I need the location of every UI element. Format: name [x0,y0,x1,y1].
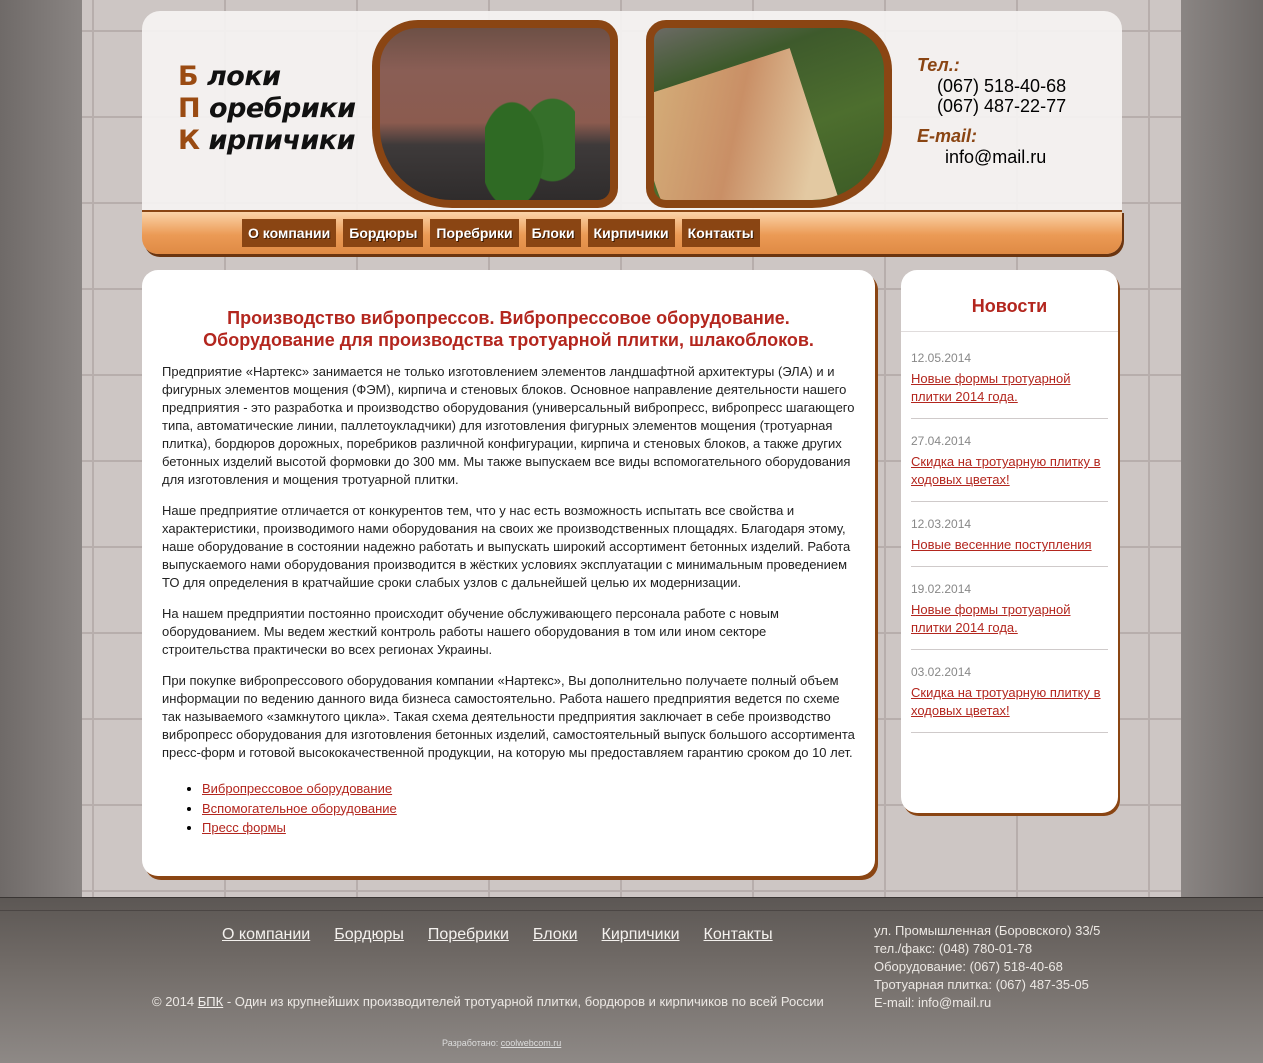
dev-link[interactable]: coolwebcom.ru [500,1038,562,1048]
main-nav [242,219,760,247]
news-item [911,516,1108,567]
footer-link-bricks[interactable]: Кирпичики [601,926,680,943]
phone-1: (067) 518-40-68 [937,76,1067,96]
tile-phone: Тротуарная плитка: (067) 487-35-05 [874,977,1089,992]
news-item [911,433,1108,502]
news-date: 19.02.2014 [911,582,972,596]
news-link[interactable]: Новые формы тротуарной плитки 2014 года. [911,602,1071,635]
page-title-line-1: Производство вибропрессов. Вибропрессовое оборудование. [227,308,790,328]
news-date: 12.05.2014 [911,351,972,365]
footer-link-curbs[interactable]: Бордюры [334,926,404,943]
nav-item-contacts[interactable]: Контакты [682,219,760,247]
divider [901,331,1118,332]
logo-word: оребрики [209,93,356,124]
news-link[interactable]: Скидка на тротуарную плитку в ходовых цветах! [911,685,1101,718]
nav-item-blocks[interactable]: Блоки [526,219,581,247]
news-date: 27.04.2014 [911,434,972,448]
list-item [202,818,397,838]
list-item [202,799,397,819]
news-title: Новости [971,296,1048,316]
right-shade [1181,0,1263,897]
logo-line-kirpichiki [178,125,356,157]
link-aux-equipment[interactable]: Вспомогательное оборудование [202,800,397,816]
main-content [142,270,875,876]
path-graphic [646,48,870,208]
footer-email: E-mail: info@mail.ru [874,995,992,1010]
header-email: info@mail.ru [945,147,1047,167]
news-item [911,664,1108,733]
news-date: 03.02.2014 [911,665,972,679]
copyright-home-link[interactable]: БПК [197,994,224,1009]
news-link[interactable]: Новые формы тротуарной плитки 2014 года. [911,371,1071,404]
copyright [152,994,824,1009]
main-nav-bar [142,210,1122,254]
copyright-year: © 2014 [152,994,195,1009]
link-press-forms[interactable]: Пресс формы [202,820,286,835]
logo-line-porebriki [178,93,356,125]
logo-cap: К [178,125,200,156]
fax-line: тел./факс: (048) 780-01-78 [874,941,1033,956]
email-label: E-mail: [917,126,978,146]
phone-2: (067) 487-22-77 [937,96,1067,116]
header-photo-wall [372,20,618,208]
news-link[interactable]: Скидка на тротуарную плитку в ходовых цветах! [911,454,1101,487]
header-photo-path [646,20,892,208]
paragraph-2: Наше предприятие отличается от конкурентов тем, что у нас есть возможность испытать все свойства и характеристики, производимого нами оборудования на своих же производственных площадях. Благодаря этому, наше оборудование в состоянии надежно работать и выпускать широкий ассортимент бетонных изделий. Работа выпускаемого нами оборудования производится в жёстких условиях эксплуатации с минимальным проведением ТО для определения в кратчайшие сроки слабых узлов с дальнейшей целью их модернизации. [162,503,851,590]
footer-link-porebriki[interactable]: Поребрики [427,926,509,943]
tel-label: Тел.: [917,55,960,75]
nav-item-curbs[interactable]: Бордюры [343,219,423,247]
address-line: ул. Промышленная (Боровского) 33/5 [874,923,1101,938]
nav-item-about[interactable]: О компании [242,219,336,247]
site-logo[interactable] [178,61,356,157]
link-vibro-equipment[interactable]: Вибропрессовое оборудование [202,781,393,796]
logo-cap: П [178,93,201,124]
dev-label: Разработано: [442,1038,499,1048]
footer [0,897,1263,1063]
paragraph-4: При покупке вибропрессового оборудования компании «Нартекс», Вы дополнительно получаете полный объем информации по ведению данного вида бизнеса самостоятельно. Работа нашего предприятия ведется по схеме так называемого «замкнутого цикла». Такая схема деятельности предприятия заключает в себе производство вибропресс оборудования для изготовления бетонных изделий, самостоятельный выпуск большого ассортимента пресс-форм и готовой высококачественной продукции, на которую мы предоставляем гарантию сроком до 10 лет. [162,673,855,760]
news-item [911,581,1108,650]
footer-nav [222,926,773,944]
footer-address [874,922,1100,1012]
footer-divider [0,910,1263,911]
nav-item-porebriki[interactable]: Поребрики [430,219,518,247]
news-panel [901,270,1118,813]
nav-item-bricks[interactable]: Кирпичики [588,219,675,247]
news-list [911,350,1108,747]
page-title [142,307,875,351]
footer-link-contacts[interactable]: Контакты [703,926,773,943]
list-item [202,779,397,799]
header [142,11,1122,211]
paragraph-1: Предприятие «Нартекс» занимается не только изготовлением элементов ландшафтной архитектуры (ЭЛА) и и фигурных элементов мощения (ФЭМ), кирпича и стеновых блоков. Основное направление деятельности нашего предприятия - это разработка и производство оборудования (универсальный вибропресс, вибропресс шагающего типа, автоматические линии, паллетоукладчики) для изготовления фигурных элементов мощения (тротуарная плитка), бордюров дорожных, поребриков различной конфигурации, кирпича и стеновых блоков, а также других бетонных изделий высотой формовки до 300 мм. Мы также выпускаем все виды вспомогательного оборудования для изготовления и мощения тротуарной плитки. [162,364,855,487]
copyright-text: - Один из крупнейших производителей тротуарной плитки, бордюров и кирпичиков по всей России [226,994,824,1009]
related-links [202,779,397,838]
article-body [162,363,857,775]
news-date: 12.03.2014 [911,517,972,531]
trees-graphic [485,50,575,200]
news-item [911,350,1108,419]
logo-cap: Б [178,61,199,92]
footer-link-blocks[interactable]: Блоки [532,926,578,943]
header-contacts [917,55,1066,167]
logo-word: ирпичики [208,125,356,156]
left-shade [0,0,82,897]
paragraph-3: На нашем предприятии постоянно происходит обучение обслуживающего персонала работе с новым оборудованием. Мы ведем жесткий контроль работы нашего оборудования в том или ином секторе строительства практически во всех регионах Украины. [162,606,779,657]
news-link[interactable]: Новые весенние поступления [911,537,1092,552]
developer-credit [442,1038,561,1048]
footer-link-about[interactable]: О компании [222,926,311,943]
equipment-phone: Оборудование: (067) 518-40-68 [874,959,1063,974]
logo-line-bloki [178,61,356,93]
page-title-line-2: Оборудование для производства тротуарной плитки, шлакоблоков. [203,330,814,350]
logo-word: локи [207,61,281,92]
